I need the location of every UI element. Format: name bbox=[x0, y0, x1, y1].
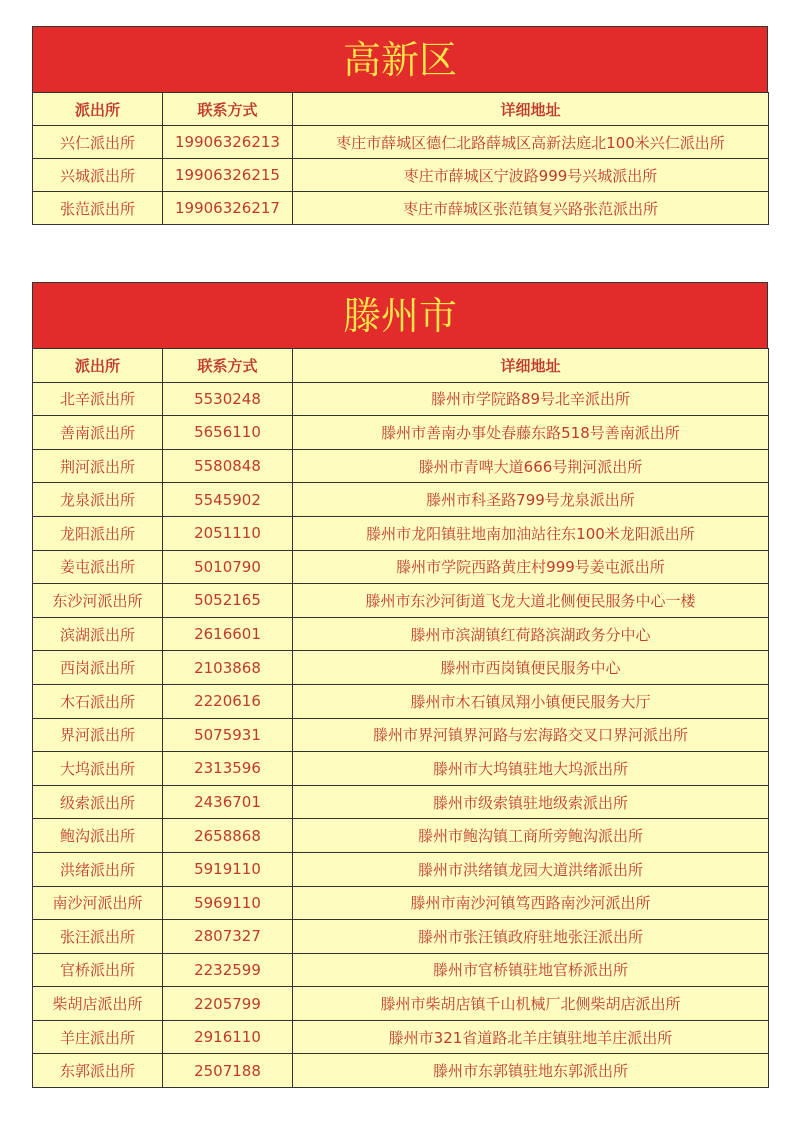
contact-number: 5052165 bbox=[163, 584, 293, 618]
station-name: 洪绪派出所 bbox=[33, 852, 163, 886]
address: 滕州市鲍沟镇工商所旁鲍沟派出所 bbox=[293, 819, 769, 853]
table-row bbox=[33, 752, 769, 786]
contact-number: 5969110 bbox=[163, 886, 293, 920]
table-row bbox=[33, 617, 769, 651]
address: 滕州市龙阳镇驻地南加油站往东100米龙阳派出所 bbox=[293, 516, 769, 550]
table-row bbox=[33, 819, 769, 853]
station-name: 西岗派出所 bbox=[33, 651, 163, 685]
station-name: 鲍沟派出所 bbox=[33, 819, 163, 853]
address: 滕州市青啤大道666号荆河派出所 bbox=[293, 449, 769, 483]
section-gaoxin bbox=[32, 26, 768, 225]
table-row bbox=[33, 785, 769, 819]
address: 滕州市善南办事处春藤东路518号善南派出所 bbox=[293, 416, 769, 450]
header-station: 派出所 bbox=[33, 93, 163, 126]
station-name: 滨湖派出所 bbox=[33, 617, 163, 651]
table-row bbox=[33, 651, 769, 685]
station-name: 羊庄派出所 bbox=[33, 1020, 163, 1054]
station-name: 木石派出所 bbox=[33, 684, 163, 718]
table-row bbox=[33, 382, 769, 416]
address: 滕州市界河镇界河路与宏海路交叉口界河派出所 bbox=[293, 718, 769, 752]
section-title: 高新区 bbox=[32, 26, 768, 92]
table-row bbox=[33, 159, 769, 192]
contact-number: 19906326215 bbox=[163, 159, 293, 192]
station-name: 兴城派出所 bbox=[33, 159, 163, 192]
address: 滕州市321省道路北羊庄镇驻地羊庄派出所 bbox=[293, 1020, 769, 1054]
header-address: 详细地址 bbox=[293, 93, 769, 126]
contact-number: 2507188 bbox=[163, 1054, 293, 1088]
table-row bbox=[33, 886, 769, 920]
station-name: 北辛派出所 bbox=[33, 382, 163, 416]
contact-number: 5075931 bbox=[163, 718, 293, 752]
table-row bbox=[33, 987, 769, 1021]
table-row bbox=[33, 1020, 769, 1054]
header-station: 派出所 bbox=[33, 349, 163, 383]
station-name: 张范派出所 bbox=[33, 192, 163, 225]
address: 滕州市张汪镇政府驻地张汪派出所 bbox=[293, 920, 769, 954]
address: 枣庄市薛城区宁波路999号兴城派出所 bbox=[293, 159, 769, 192]
contact-number: 2807327 bbox=[163, 920, 293, 954]
contact-number: 19906326213 bbox=[163, 126, 293, 159]
table-row bbox=[33, 550, 769, 584]
table-row bbox=[33, 516, 769, 550]
station-name: 级索派出所 bbox=[33, 785, 163, 819]
contact-number: 2051110 bbox=[163, 516, 293, 550]
section-tengzhou bbox=[32, 282, 768, 1088]
table-row bbox=[33, 684, 769, 718]
table-row bbox=[33, 953, 769, 987]
table-header-row bbox=[33, 93, 769, 126]
contact-number: 2436701 bbox=[163, 785, 293, 819]
address: 滕州市级索镇驻地级索派出所 bbox=[293, 785, 769, 819]
table-row bbox=[33, 449, 769, 483]
station-name: 龙泉派出所 bbox=[33, 483, 163, 517]
station-name: 大坞派出所 bbox=[33, 752, 163, 786]
table-row bbox=[33, 126, 769, 159]
table-row bbox=[33, 852, 769, 886]
station-name: 荆河派出所 bbox=[33, 449, 163, 483]
station-name: 龙阳派出所 bbox=[33, 516, 163, 550]
contact-number: 5010790 bbox=[163, 550, 293, 584]
station-name: 官桥派出所 bbox=[33, 953, 163, 987]
section-title: 滕州市 bbox=[32, 282, 768, 348]
address: 滕州市柴胡店镇千山机械厂北侧柴胡店派出所 bbox=[293, 987, 769, 1021]
station-name: 张汪派出所 bbox=[33, 920, 163, 954]
contact-number: 2616601 bbox=[163, 617, 293, 651]
address: 滕州市学院西路黄庄村999号姜屯派出所 bbox=[293, 550, 769, 584]
station-name: 兴仁派出所 bbox=[33, 126, 163, 159]
station-name: 东沙河派出所 bbox=[33, 584, 163, 618]
contact-number: 5656110 bbox=[163, 416, 293, 450]
contact-number: 2220616 bbox=[163, 684, 293, 718]
contact-number: 2232599 bbox=[163, 953, 293, 987]
address: 滕州市西岗镇便民服务中心 bbox=[293, 651, 769, 685]
station-name: 界河派出所 bbox=[33, 718, 163, 752]
table-header-row bbox=[33, 349, 769, 383]
address: 枣庄市薛城区德仁北路薛城区高新法庭北100米兴仁派出所 bbox=[293, 126, 769, 159]
contact-number: 5545902 bbox=[163, 483, 293, 517]
header-contact: 联系方式 bbox=[163, 349, 293, 383]
contact-number: 2313596 bbox=[163, 752, 293, 786]
station-name: 姜屯派出所 bbox=[33, 550, 163, 584]
address: 滕州市滨湖镇红荷路滨湖政务分中心 bbox=[293, 617, 769, 651]
contact-number: 2916110 bbox=[163, 1020, 293, 1054]
table-row bbox=[33, 483, 769, 517]
contact-number: 2103868 bbox=[163, 651, 293, 685]
table-row bbox=[33, 584, 769, 618]
station-table bbox=[32, 348, 769, 1088]
station-name: 柴胡店派出所 bbox=[33, 987, 163, 1021]
station-table bbox=[32, 92, 769, 225]
contact-number: 2205799 bbox=[163, 987, 293, 1021]
contact-number: 5919110 bbox=[163, 852, 293, 886]
address: 滕州市科圣路799号龙泉派出所 bbox=[293, 483, 769, 517]
address: 滕州市洪绪镇龙园大道洪绪派出所 bbox=[293, 852, 769, 886]
table-row bbox=[33, 416, 769, 450]
contact-number: 5580848 bbox=[163, 449, 293, 483]
contact-number: 2658868 bbox=[163, 819, 293, 853]
address: 滕州市东沙河街道飞龙大道北侧便民服务中心一楼 bbox=[293, 584, 769, 618]
table-row bbox=[33, 920, 769, 954]
table-row bbox=[33, 192, 769, 225]
contact-number: 19906326217 bbox=[163, 192, 293, 225]
header-address: 详细地址 bbox=[293, 349, 769, 383]
address: 滕州市官桥镇驻地官桥派出所 bbox=[293, 953, 769, 987]
table-row bbox=[33, 1054, 769, 1088]
address: 滕州市大坞镇驻地大坞派出所 bbox=[293, 752, 769, 786]
address: 枣庄市薛城区张范镇复兴路张范派出所 bbox=[293, 192, 769, 225]
header-contact: 联系方式 bbox=[163, 93, 293, 126]
contact-number: 5530248 bbox=[163, 382, 293, 416]
address: 滕州市学院路89号北辛派出所 bbox=[293, 382, 769, 416]
address: 滕州市东郭镇驻地东郭派出所 bbox=[293, 1054, 769, 1088]
table-row bbox=[33, 718, 769, 752]
address: 滕州市南沙河镇笃西路南沙河派出所 bbox=[293, 886, 769, 920]
address: 滕州市木石镇凤翔小镇便民服务大厅 bbox=[293, 684, 769, 718]
station-name: 东郭派出所 bbox=[33, 1054, 163, 1088]
station-name: 南沙河派出所 bbox=[33, 886, 163, 920]
station-name: 善南派出所 bbox=[33, 416, 163, 450]
